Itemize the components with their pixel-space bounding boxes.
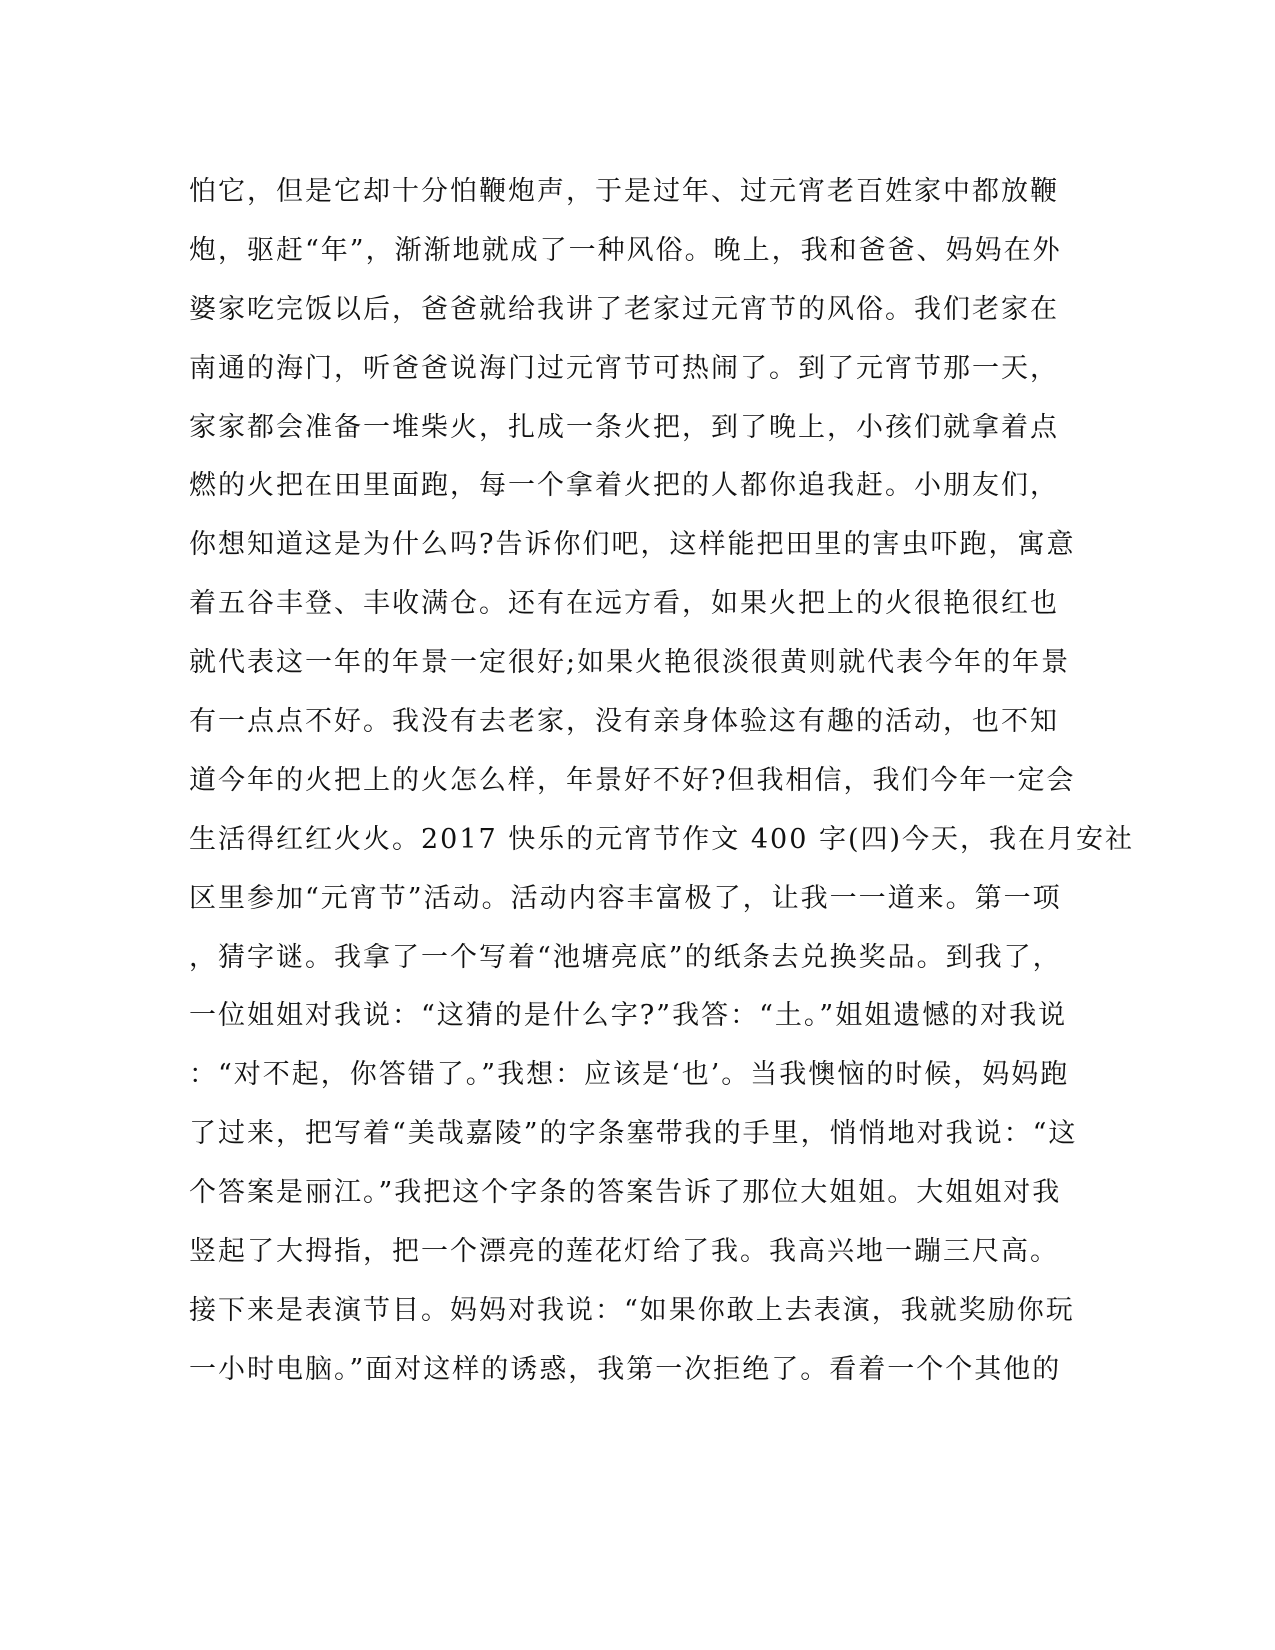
body-text (189, 163, 1135, 1400)
text-line: 有一点点不好。我没有去老家，没有亲身体验这有趣的活动，也不知 (189, 706, 1059, 738)
text-line: 炮，驱赶“年”，渐渐地就成了一种风俗。晚上，我和爸爸、妈妈在外 (189, 234, 1062, 266)
text-line: 南通的海门，听爸爸说海门过元宵节可热闹了。到了元宵节那一天， (189, 352, 1059, 384)
text-line: 道今年的火把上的火怎么样，年景好不好?但我相信，我们今年一定会 (189, 764, 1076, 796)
text-line: 你想知道这是为什么吗?告诉你们吧，这样能把田里的害虫吓跑，寓意 (189, 529, 1076, 561)
text-line: ：“对不起，你答错了。”我想：应该是‘也’。当我懊恼的时候，妈妈跑 (189, 1059, 1070, 1091)
text-line: 生活得红红火火。2017 快乐的元宵节作文 400 字(四)今天，我在月安社 (189, 823, 1135, 855)
text-line: 接下来是表演节目。妈妈对我说：“如果你敢上去表演，我就奖励你玩 (189, 1294, 1075, 1326)
text-line: 怕它，但是它却十分怕鞭炮声，于是过年、过元宵老百姓家中都放鞭 (189, 176, 1059, 207)
text-line: 燃的火把在田里面跑，每一个拿着火把的人都你追我赶。小朋友们， (189, 470, 1059, 502)
text-line: ，猜字谜。我拿了一个写着“池塘亮底”的纸条去兑换奖品。到我了， (189, 941, 1062, 973)
text-line: 一小时电脑。”面对这样的诱惑，我第一次拒绝了。看着一个个其他的 (189, 1353, 1062, 1385)
text-line: 着五谷丰登、丰收满仓。还有在远方看，如果火把上的火很艳很红也 (189, 588, 1059, 620)
text-line: 了过来，把写着“美哉嘉陵”的字条塞带我的手里，悄悄地对我说：“这 (189, 1118, 1078, 1150)
text-line: 就代表这一年的年景一定很好;如果火艳很淡很黄则就代表今年的年景 (189, 647, 1071, 679)
text-line: 区里参加“元宵节”活动。活动内容丰富极了，让我一一道来。第一项 (189, 882, 1062, 914)
text-line: 一位姐姐对我说：“这猜的是什么字?”我答：“土。”姐姐遗憾的对我说 (189, 1000, 1068, 1032)
text-line: 家家都会准备一堆柴火，扎成一条火把，到了晚上，小孩们就拿着点 (189, 411, 1059, 443)
text-line: 个答案是丽江。”我把这个字条的答案告诉了那位大姐姐。大姐姐对我 (189, 1177, 1062, 1209)
text-line: 竖起了大拇指，把一个漂亮的莲花灯给了我。我高兴地一蹦三尺高。 (189, 1236, 1059, 1268)
text-line: 婆家吃完饭以后，爸爸就给我讲了老家过元宵节的风俗。我们老家在 (189, 293, 1059, 325)
